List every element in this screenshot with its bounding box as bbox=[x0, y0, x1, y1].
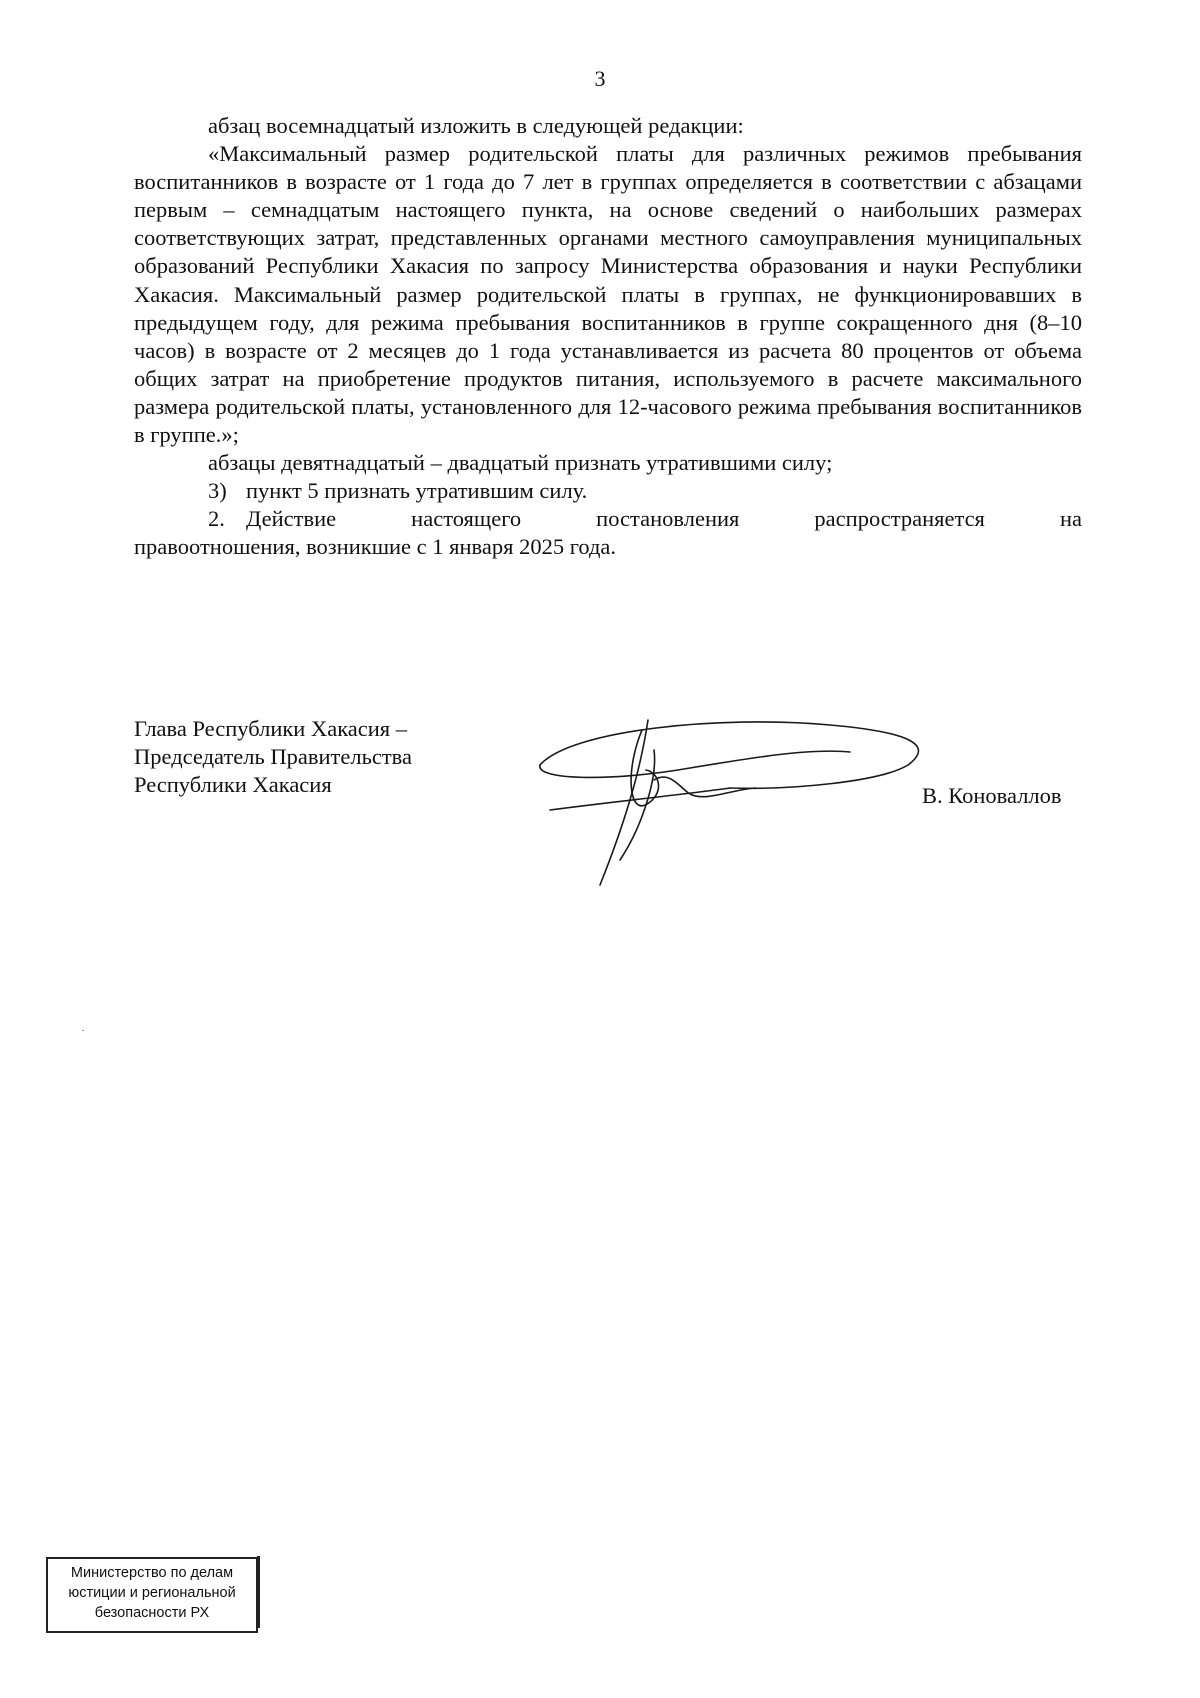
stamp-line-1: Министерство по делам bbox=[70, 1565, 234, 1581]
signer-name: В. Коноваллов bbox=[922, 783, 1062, 808]
scan-speck bbox=[82, 1030, 84, 1031]
stamp-line-2: юстиции и региональной bbox=[68, 1585, 236, 1601]
handwritten-signature bbox=[530, 710, 940, 890]
signatory-title-line-3: Республики Хакасия bbox=[134, 772, 332, 797]
signatory-title-line-1: Глава Республики Хакасия – bbox=[134, 716, 408, 741]
document-body bbox=[134, 112, 1082, 562]
list-item-number: 3) bbox=[208, 478, 227, 504]
clause-number: 2. bbox=[208, 506, 225, 532]
list-item-3 bbox=[134, 477, 1082, 505]
clause-text: Действие настоящего постановления распространяется на bbox=[246, 506, 1082, 532]
ministry-stamp bbox=[46, 1557, 258, 1633]
signatory-title bbox=[134, 715, 412, 799]
signatory-title-line-2: Председатель Правительства bbox=[134, 744, 412, 769]
list-item-text: пункт 5 признать утратившим силу. bbox=[246, 478, 588, 504]
paragraph-repeal-clauses: абзацы девятнадцатый – двадцатый признать утратившими силу; bbox=[208, 450, 833, 476]
clause-2 bbox=[134, 505, 1082, 533]
clause-2-continuation: правоотношения, возникшие с 1 января 2025 года. bbox=[134, 534, 617, 560]
stamp-line-3: безопасности РХ bbox=[94, 1605, 210, 1621]
page-number: 3 bbox=[594, 66, 606, 91]
paragraph-quoted-text: «Максимальный размер родительской платы для различных режимов пребывания воспитанников в возрасте от 1 года до 7 лет в группах определяется в соответствии с абзацами первым – семнадцатым настоящего пункта, на основе сведений о наибольших размерах соответствующих затрат, представленных органами местного самоуправления муниципальных образований Республики Хакасия по запросу Министерства образования и науки Республики Хакасия. Максимальный размер родительской платы в группах, не функционировавших в предыдущем году, для режима пребывания воспитанников в группе сокращенного дня (8–10 часов) в возрасте от 2 месяцев до 1 года устанавливается из расчета 80 процентов от объема общих затрат на приобретение продуктов питания, используемого в расчете максимального размера родительской платы, установленного для 12-часового режима пребывания воспитанников в группе.»; bbox=[134, 141, 1082, 448]
paragraph-intro: абзац восемнадцатый изложить в следующей редакции: bbox=[208, 113, 744, 138]
